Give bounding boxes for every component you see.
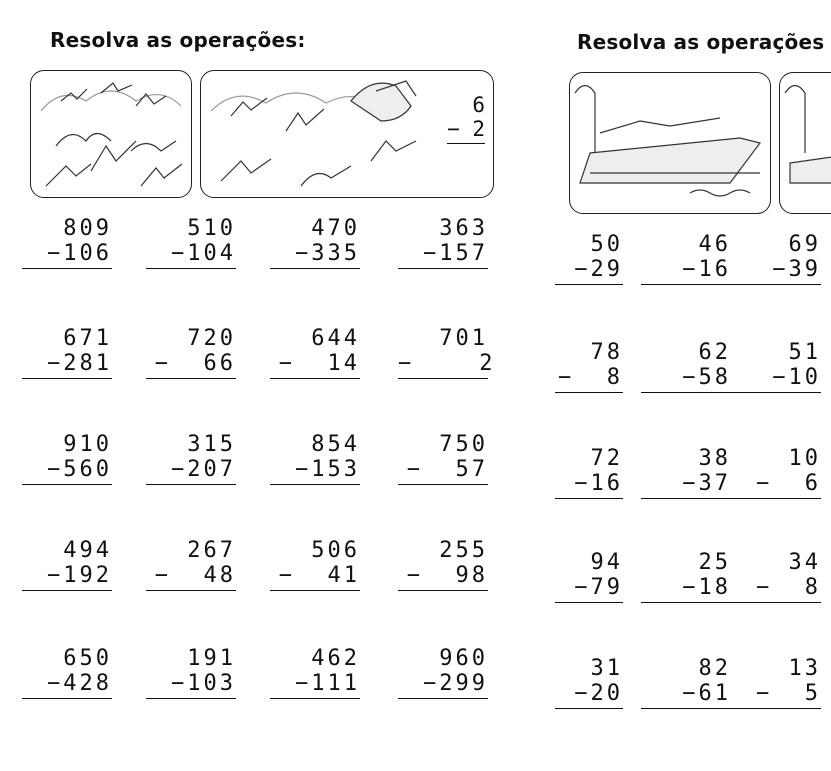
minuend: 50 bbox=[590, 232, 623, 257]
subtraction-problem bbox=[555, 446, 623, 499]
answer-line bbox=[641, 392, 731, 393]
minuend: 46 bbox=[698, 232, 731, 257]
subtraction-problem bbox=[22, 326, 112, 379]
subtrahend: −106 bbox=[47, 241, 112, 266]
answer-line bbox=[641, 602, 731, 603]
minuend: 94 bbox=[590, 550, 623, 575]
subtrahend: −428 bbox=[47, 671, 112, 696]
answer-line bbox=[731, 498, 821, 499]
minuend: 255 bbox=[439, 538, 488, 563]
minuend: 750 bbox=[439, 432, 488, 457]
birds-illustration-large bbox=[200, 70, 494, 198]
minuend: 72 bbox=[590, 446, 623, 471]
subtrahend: −20 bbox=[574, 681, 623, 706]
subtraction-problem bbox=[555, 656, 623, 709]
subtraction-problem bbox=[641, 340, 731, 393]
answer-line bbox=[555, 498, 623, 499]
subtrahend: − 48 bbox=[154, 563, 236, 588]
minuend: 854 bbox=[311, 432, 360, 457]
subtrahend: −299 bbox=[423, 671, 488, 696]
minuend: 363 bbox=[439, 216, 488, 241]
subtraction-problem bbox=[270, 432, 360, 485]
minuend: 462 bbox=[311, 646, 360, 671]
subtraction-problem bbox=[146, 216, 236, 269]
minuend: 910 bbox=[63, 432, 112, 457]
subtraction-problem bbox=[22, 432, 112, 485]
minuend: 809 bbox=[63, 216, 112, 241]
answer-line bbox=[270, 590, 360, 591]
worksheet-title: Resolva as operações: bbox=[50, 28, 306, 52]
subtrahend: − 2 bbox=[398, 351, 496, 376]
minuend: 267 bbox=[187, 538, 236, 563]
answer-line bbox=[731, 708, 821, 709]
minuend: 960 bbox=[439, 646, 488, 671]
answer-line bbox=[146, 268, 236, 269]
subtrahend: − 14 bbox=[278, 351, 360, 376]
subtrahend: −37 bbox=[682, 471, 731, 496]
subtraction-problem bbox=[146, 432, 236, 485]
minuend: 34 bbox=[788, 550, 821, 575]
sample-top: 6 bbox=[472, 93, 485, 117]
answer-line bbox=[22, 484, 112, 485]
answer-line bbox=[146, 590, 236, 591]
subtraction-problem bbox=[555, 550, 623, 603]
answer-line bbox=[731, 392, 821, 393]
subtrahend: − 98 bbox=[406, 563, 488, 588]
subtrahend: −58 bbox=[682, 365, 731, 390]
answer-line bbox=[398, 698, 488, 699]
answer-line bbox=[22, 378, 112, 379]
subtraction-problem bbox=[398, 538, 488, 591]
subtraction-problem bbox=[270, 216, 360, 269]
answer-line bbox=[22, 268, 112, 269]
answer-line bbox=[398, 268, 488, 269]
minuend: 31 bbox=[590, 656, 623, 681]
subtraction-problem bbox=[731, 446, 821, 499]
minuend: 315 bbox=[187, 432, 236, 457]
subtraction-problem bbox=[398, 216, 488, 269]
subtraction-problem bbox=[146, 646, 236, 699]
answer-line bbox=[555, 392, 623, 393]
subtraction-problem bbox=[22, 646, 112, 699]
answer-line bbox=[146, 378, 236, 379]
answer-line bbox=[641, 498, 731, 499]
sample-bottom: − 2 bbox=[447, 117, 485, 144]
subtrahend: −79 bbox=[574, 575, 623, 600]
subtraction-problem bbox=[555, 340, 623, 393]
subtraction-problem bbox=[731, 340, 821, 393]
minuend: 62 bbox=[698, 340, 731, 365]
answer-line bbox=[555, 708, 623, 709]
answer-line bbox=[270, 268, 360, 269]
subtrahend: −29 bbox=[574, 257, 623, 282]
answer-line bbox=[398, 484, 488, 485]
subtrahend: −10 bbox=[772, 365, 821, 390]
subtraction-problem bbox=[398, 646, 488, 699]
subtrahend: −61 bbox=[682, 681, 731, 706]
minuend: 650 bbox=[63, 646, 112, 671]
subtraction-problem bbox=[270, 538, 360, 591]
subtrahend: −281 bbox=[47, 351, 112, 376]
birds-illustration-small bbox=[30, 70, 192, 198]
subtrahend: −16 bbox=[682, 257, 731, 282]
subtrahend: − 57 bbox=[406, 457, 488, 482]
subtraction-problem bbox=[555, 232, 623, 285]
minuend: 38 bbox=[698, 446, 731, 471]
minuend: 701 bbox=[439, 326, 488, 351]
minuend: 671 bbox=[63, 326, 112, 351]
minuend: 644 bbox=[311, 326, 360, 351]
subtraction-problem bbox=[398, 432, 488, 485]
subtraction-problem bbox=[146, 326, 236, 379]
subtrahend: −104 bbox=[171, 241, 236, 266]
minuend: 78 bbox=[590, 340, 623, 365]
subtraction-problem bbox=[398, 326, 496, 379]
subtrahend: −157 bbox=[423, 241, 488, 266]
minuend: 25 bbox=[698, 550, 731, 575]
answer-line bbox=[641, 708, 731, 709]
minuend: 51 bbox=[788, 340, 821, 365]
minuend: 82 bbox=[698, 656, 731, 681]
answer-line bbox=[146, 698, 236, 699]
subtraction-problem bbox=[146, 538, 236, 591]
answer-line bbox=[555, 284, 623, 285]
answer-line bbox=[146, 484, 236, 485]
subtrahend: −16 bbox=[574, 471, 623, 496]
subtraction-problem bbox=[270, 326, 360, 379]
subtraction-problem bbox=[641, 656, 731, 709]
minuend: 494 bbox=[63, 538, 112, 563]
answer-line bbox=[731, 284, 821, 285]
subtrahend: − 41 bbox=[278, 563, 360, 588]
subtraction-problem bbox=[22, 538, 112, 591]
answer-line bbox=[398, 590, 488, 591]
minuend: 510 bbox=[187, 216, 236, 241]
minuend: 506 bbox=[311, 538, 360, 563]
answer-line bbox=[270, 698, 360, 699]
subtraction-problem bbox=[731, 232, 821, 285]
subtrahend: −335 bbox=[295, 241, 360, 266]
worksheet-title: Resolva as operações bbox=[577, 30, 825, 54]
answer-line bbox=[398, 378, 488, 379]
subtrahend: − 6 bbox=[756, 471, 821, 496]
subtrahend: −18 bbox=[682, 575, 731, 600]
answer-line bbox=[270, 378, 360, 379]
subtraction-problem bbox=[731, 550, 821, 603]
subtrahend: −560 bbox=[47, 457, 112, 482]
subtrahend: − 8 bbox=[756, 575, 821, 600]
boat-illustration-partial bbox=[779, 72, 831, 214]
answer-line bbox=[22, 590, 112, 591]
subtrahend: − 66 bbox=[154, 351, 236, 376]
boat-illustration bbox=[569, 72, 771, 214]
answer-line bbox=[641, 284, 731, 285]
minuend: 10 bbox=[788, 446, 821, 471]
answer-line bbox=[270, 484, 360, 485]
subtrahend: −111 bbox=[295, 671, 360, 696]
subtrahend: −153 bbox=[295, 457, 360, 482]
minuend: 13 bbox=[788, 656, 821, 681]
minuend: 470 bbox=[311, 216, 360, 241]
answer-line bbox=[555, 602, 623, 603]
right-worksheet bbox=[555, 0, 831, 771]
subtrahend: −207 bbox=[171, 457, 236, 482]
subtraction-problem bbox=[731, 656, 821, 709]
minuend: 720 bbox=[187, 326, 236, 351]
subtrahend: − 8 bbox=[558, 365, 623, 390]
minuend: 69 bbox=[788, 232, 821, 257]
subtraction-problem bbox=[22, 216, 112, 269]
subtraction-problem bbox=[270, 646, 360, 699]
answer-line bbox=[22, 698, 112, 699]
subtrahend: −39 bbox=[772, 257, 821, 282]
subtraction-problem bbox=[641, 232, 731, 285]
subtrahend: −192 bbox=[47, 563, 112, 588]
subtraction-problem bbox=[641, 446, 731, 499]
subtraction-problem bbox=[641, 550, 731, 603]
subtrahend: − 5 bbox=[756, 681, 821, 706]
minuend: 191 bbox=[187, 646, 236, 671]
sample-subtraction bbox=[447, 93, 485, 144]
answer-line bbox=[731, 602, 821, 603]
subtrahend: −103 bbox=[171, 671, 236, 696]
